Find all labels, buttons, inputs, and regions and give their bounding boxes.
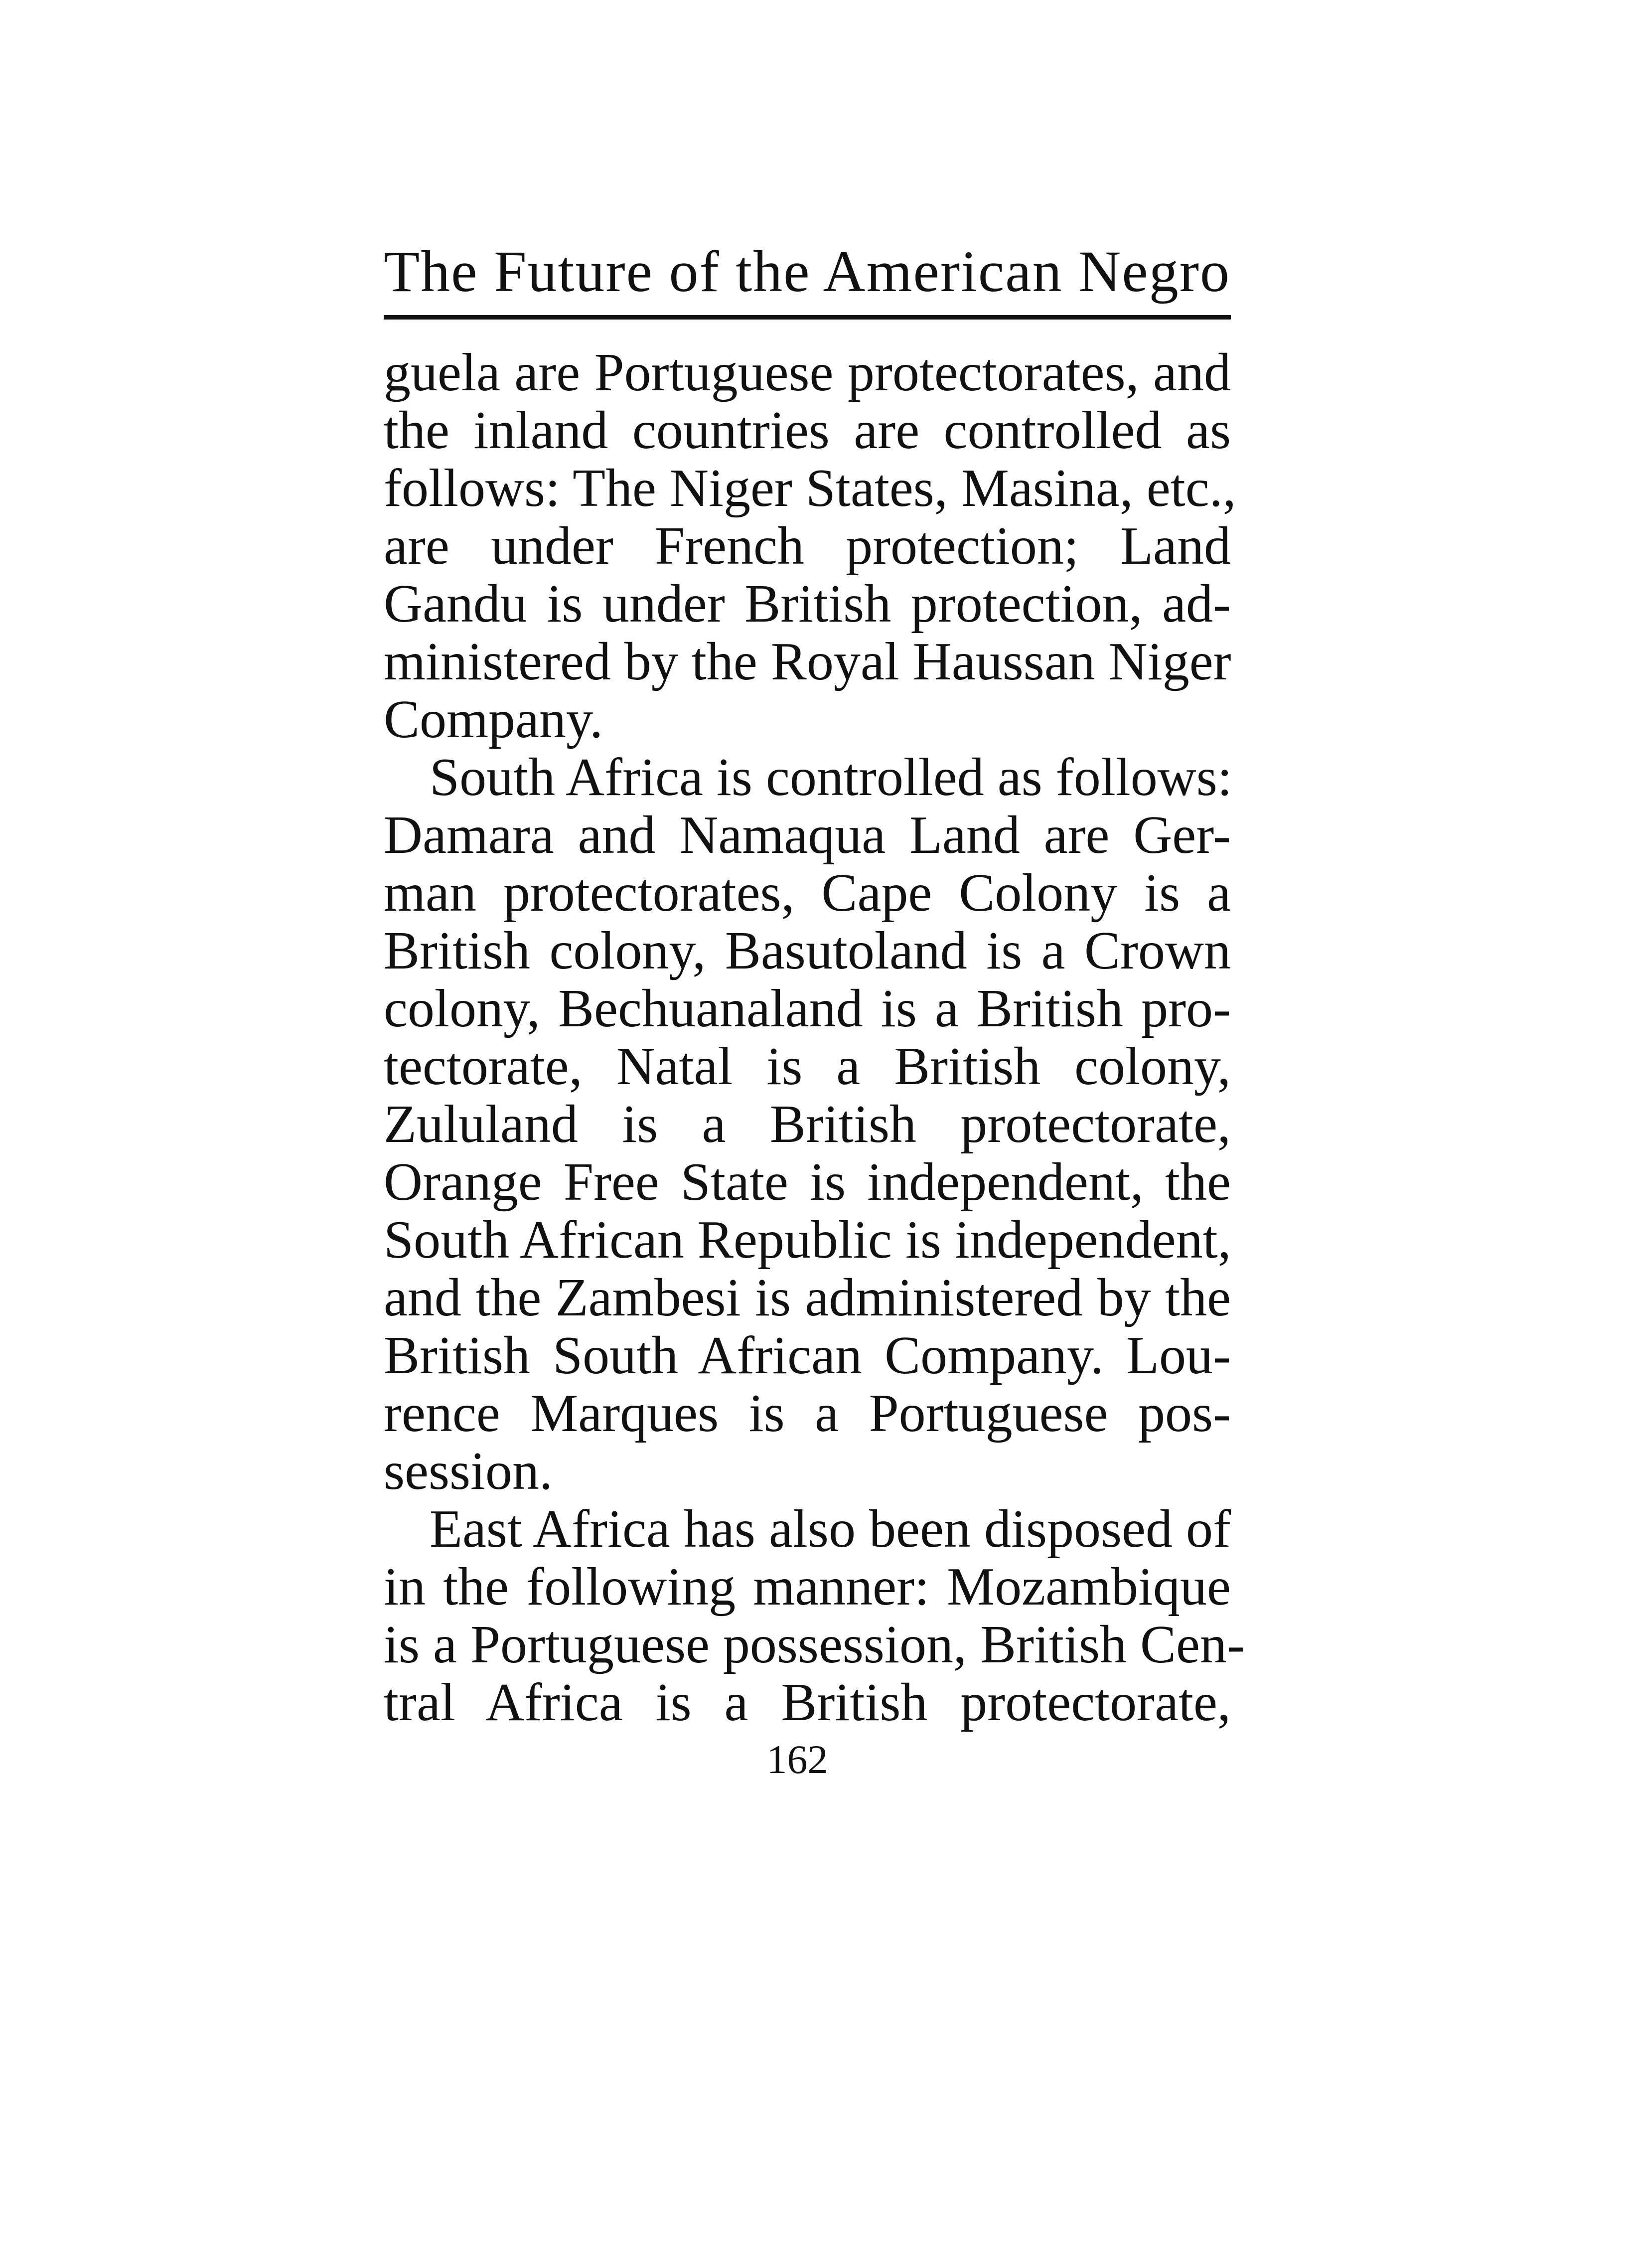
- text-line: South African Republic is independent,: [384, 1210, 1231, 1270]
- text-line: tectorate, Natal is a British colony,: [384, 1037, 1231, 1096]
- text-line: British South African Company. Lou-: [384, 1326, 1231, 1385]
- text-line: is a Portuguese possession, British Cen-: [384, 1615, 1245, 1674]
- text-line: East Africa has also been disposed of: [430, 1499, 1231, 1559]
- text-line: Zululand is a British protectorate,: [384, 1095, 1231, 1154]
- running-head: The Future of the American Negro: [384, 239, 1231, 304]
- text-line: session.: [384, 1442, 553, 1501]
- text-line: colony, Bechuanaland is a British pro-: [384, 979, 1231, 1038]
- header-rule: [384, 315, 1231, 320]
- text-line: in the following manner: Mozambique: [384, 1557, 1231, 1617]
- text-line: Damara and Namaqua Land are Ger-: [384, 806, 1231, 865]
- text-line: tral Africa is a British protectorate,: [384, 1673, 1231, 1732]
- text-line: British colony, Basutoland is a Crown: [384, 921, 1231, 980]
- text-line: rence Marques is a Portuguese pos-: [384, 1384, 1231, 1443]
- text-line: and the Zambesi is administered by the: [384, 1268, 1231, 1327]
- text-line: follows: The Niger States, Masina, etc.,: [384, 459, 1236, 518]
- text-line: the inland countries are controlled as: [384, 401, 1231, 460]
- text-line: Orange Free State is independent, the: [384, 1152, 1231, 1212]
- page-number: 162: [766, 1737, 828, 1782]
- text-line: guela are Portuguese protectorates, and: [384, 343, 1231, 402]
- text-line: are under French protection; Land: [384, 516, 1231, 576]
- text-line: ministered by the Royal Haussan Niger: [384, 632, 1231, 691]
- text-line: man protectorates, Cape Colony is a: [384, 863, 1231, 923]
- text-line: Gandu is under British protection, ad-: [384, 574, 1231, 634]
- text-line: Company.: [384, 690, 603, 749]
- text-line: South Africa is controlled as follows:: [430, 748, 1232, 807]
